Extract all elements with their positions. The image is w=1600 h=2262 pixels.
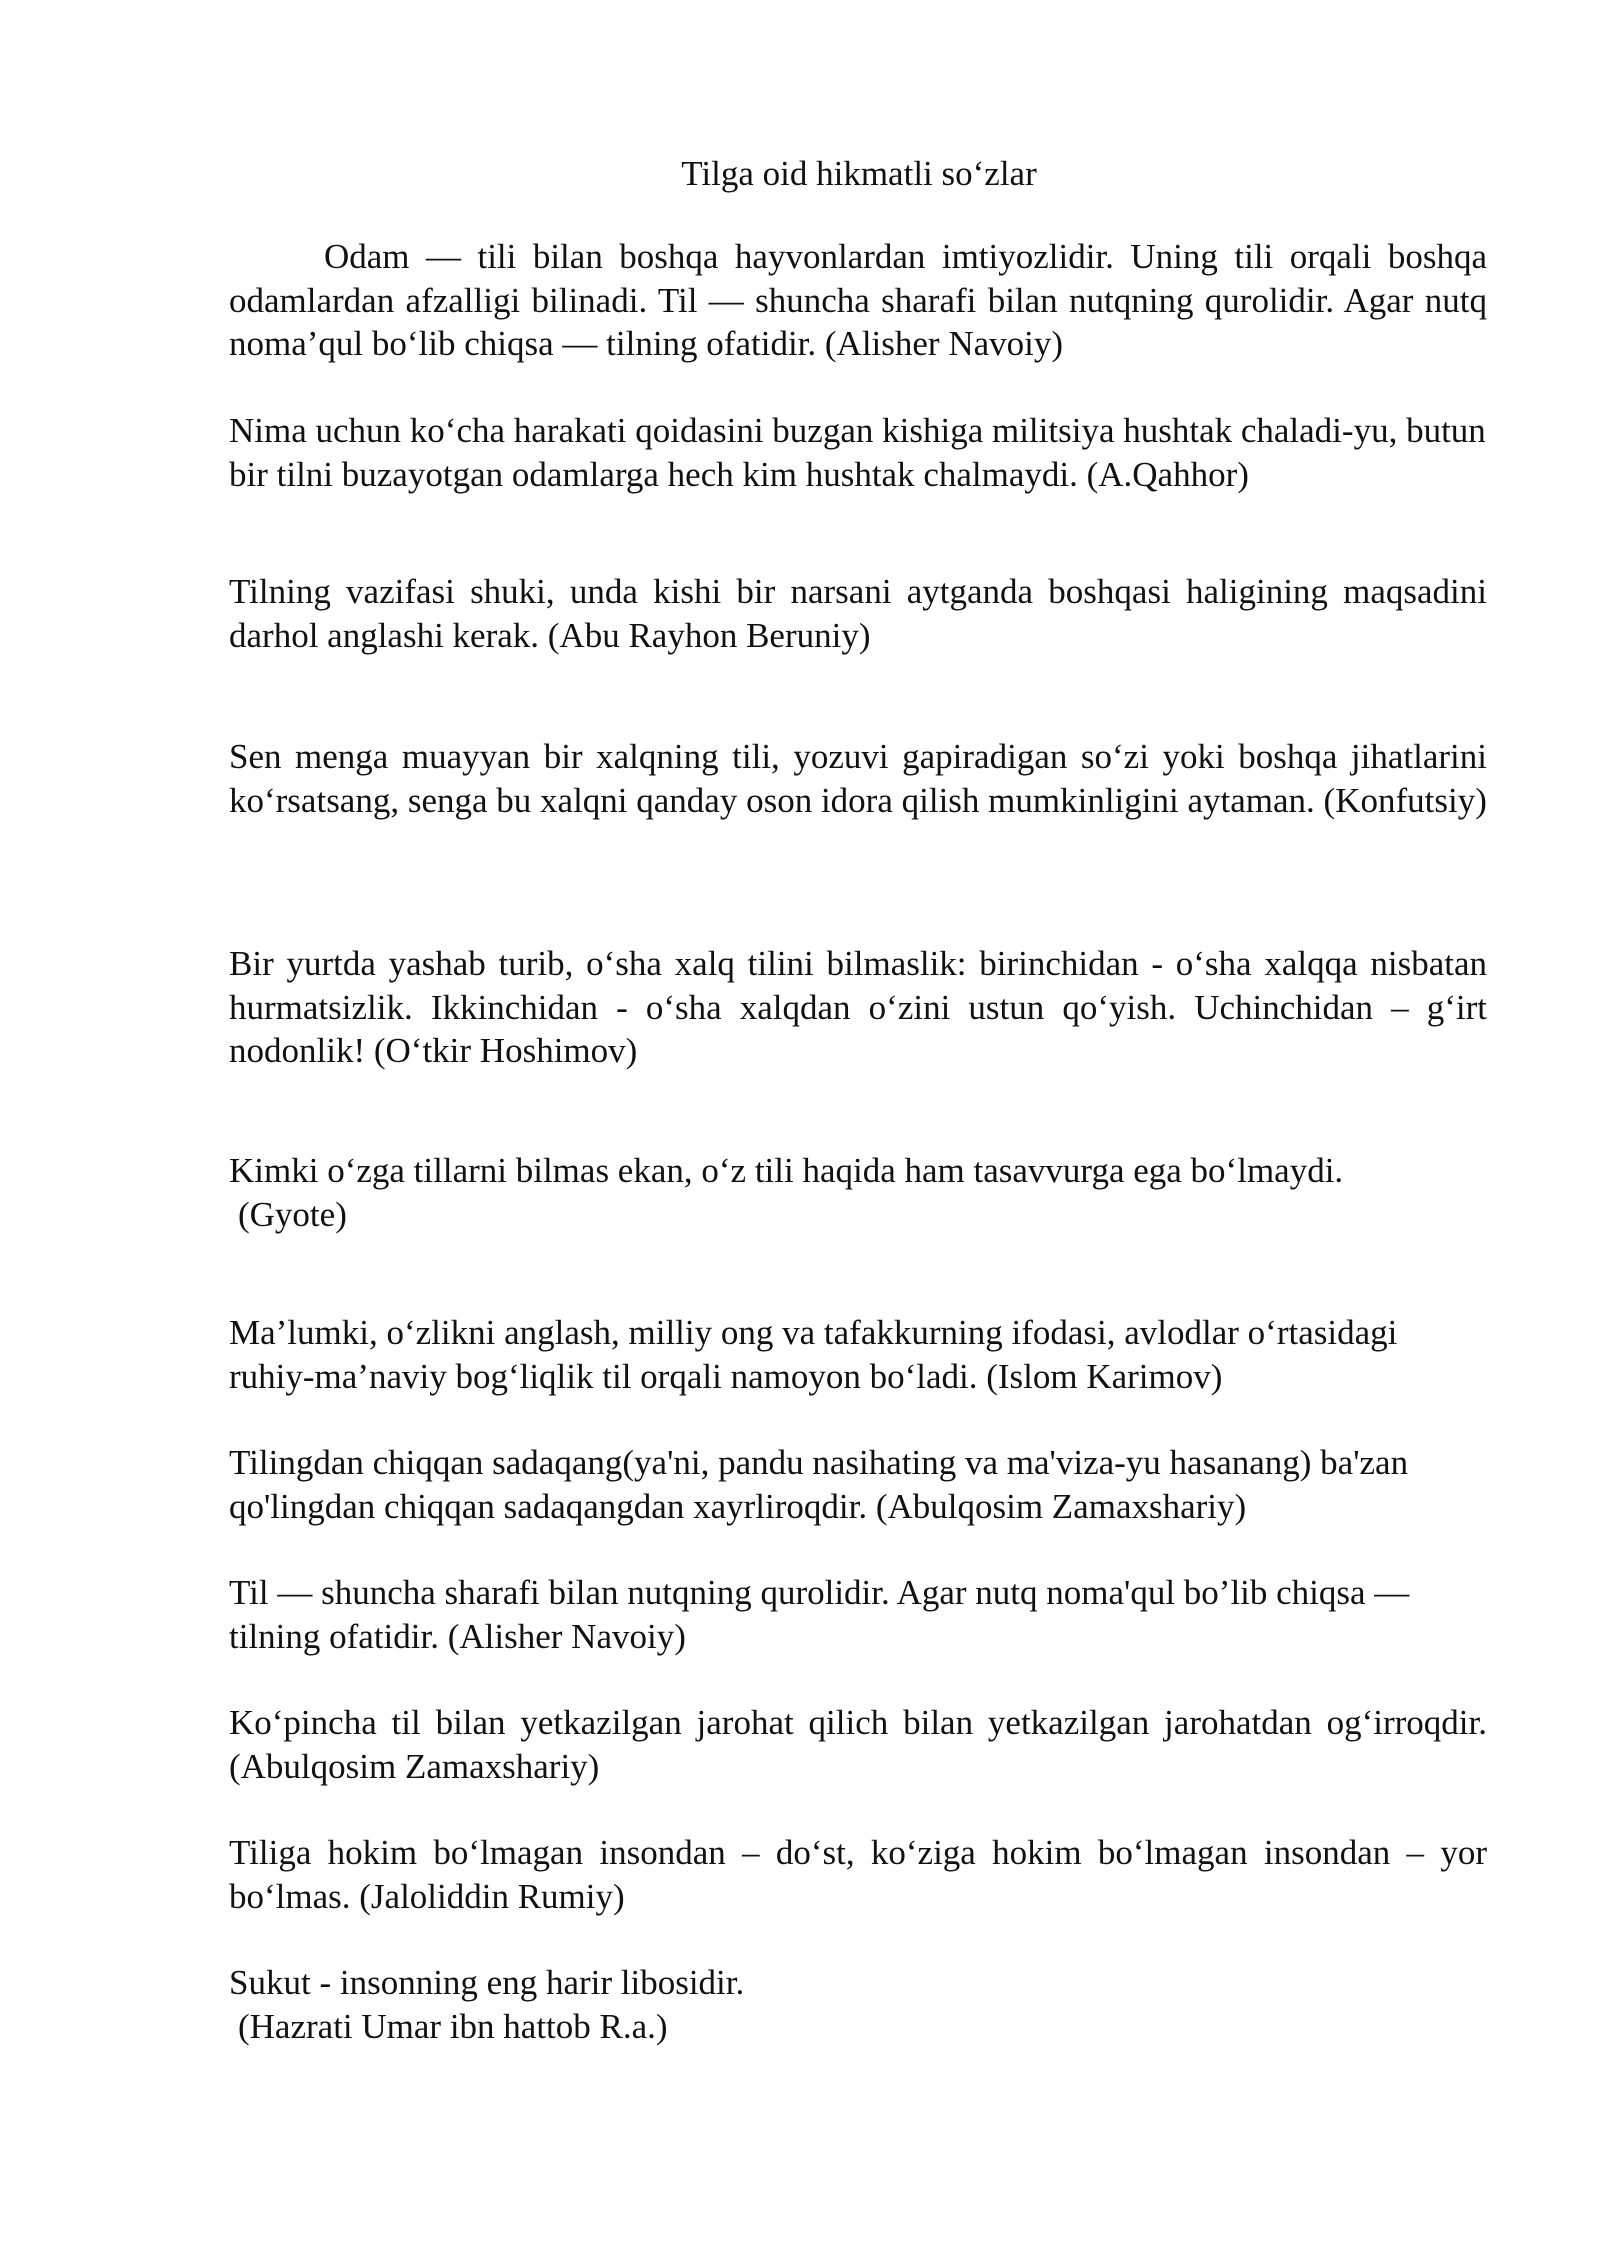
quote-navoiy-1: Odam — tili bilan boshqa hayvonlardan imtiyozlidir. Uning tili orqali boshqa odamlardan afzalligi bilinadi. Til — shuncha sharafi bilan nutqning qurolidir. Agar nutq noma’qul bo‘lib chiqsa — tilning ofatidir. (Alisher Navoiy)	[229, 237, 1487, 363]
quote-zamaxshariy-2: Ko‘pincha til bilan yetkazilgan jarohat qilich bilan yetkazilgan jarohatdan og‘irroqdir. (Abulqosim Zamaxshariy)	[229, 1703, 1487, 1786]
quote-attribution: (Gyote)	[238, 1194, 347, 1234]
quote-text: Sukut - insonning eng harir libosidir.	[229, 1963, 745, 2002]
quote-zamaxshariy-1: Tilingdan chiqqan sadaqang(ya'ni, pandu nasihating va ma'viza-yu hasanang) ba'zan qo'lingdan chiqqan sadaqangdan xayrliroqdir. (Abulqosim Zamaxshariy)	[229, 1443, 1409, 1526]
quote-attribution: (Hazrati Umar ibn hattob R.a.)	[238, 2006, 668, 2046]
quote-gyote	[229, 1149, 1487, 1236]
quote-text: Kimki o‘zga tillarni bilmas ekan, o‘z tili haqida ham tasavvurga ega bo‘lmaydi.	[229, 1151, 1344, 1190]
document-title: Tilga oid hikmatli so‘zlar	[681, 154, 1037, 193]
quote-navoiy-2: Til — shuncha sharafi bilan nutqning qurolidir. Agar nutq noma'qul bo’lib chiqsa — tilning ofatidir. (Alisher Navoiy)	[229, 1573, 1410, 1656]
quote-rumiy: Tiliga hokim bo‘lmagan insondan – do‘st, ko‘ziga hokim bo‘lmagan insondan – yor bo‘lmas. (Jaloliddin Rumiy)	[229, 1833, 1487, 1916]
quote-karimov: Ma’lumki, o‘zlikni anglash, milliy ong va tafakkurning ifodasi, avlodlar o‘rtasidagi ruhiy-ma’naviy bog‘liqlik til orqali namoyon bo‘ladi. (Islom Karimov)	[229, 1313, 1398, 1396]
quote-qahhor: Nima uchun ko‘cha harakati qoidasini buzgan kishiga militsiya hushtak chaladi-yu, butun bir tilni buzayotgan odamlarga hech kim hushtak chalmaydi. (A.Qahhor)	[229, 411, 1486, 494]
quote-umar	[229, 1961, 1487, 2048]
quote-beruniy: Tilning vazifasi shuki, unda kishi bir narsani aytganda boshqasi haligining maqsadini darhol anglashi kerak. (Abu Rayhon Beruniy)	[229, 572, 1487, 655]
quote-hoshimov: Bir yurtda yashab turib, o‘sha xalq tilini bilmaslik: birinchidan - o‘sha xalqqa nisbatan hurmatsizlik. Ikkinchidan - o‘sha xalqdan o‘zini ustun qo‘yish. Uchinchidan – g‘irt nodonlik! (O‘tkir Hoshimov)	[229, 944, 1487, 1070]
quote-konfutsiy: Sen menga muayyan bir xalqning tili, yozuvi gapiradigan so‘zi yoki boshqa jihatlarini ko‘rsatsang, senga bu xalqni qanday oson idora qilish mumkinligini aytaman. (Konfutsiy)	[229, 737, 1487, 820]
